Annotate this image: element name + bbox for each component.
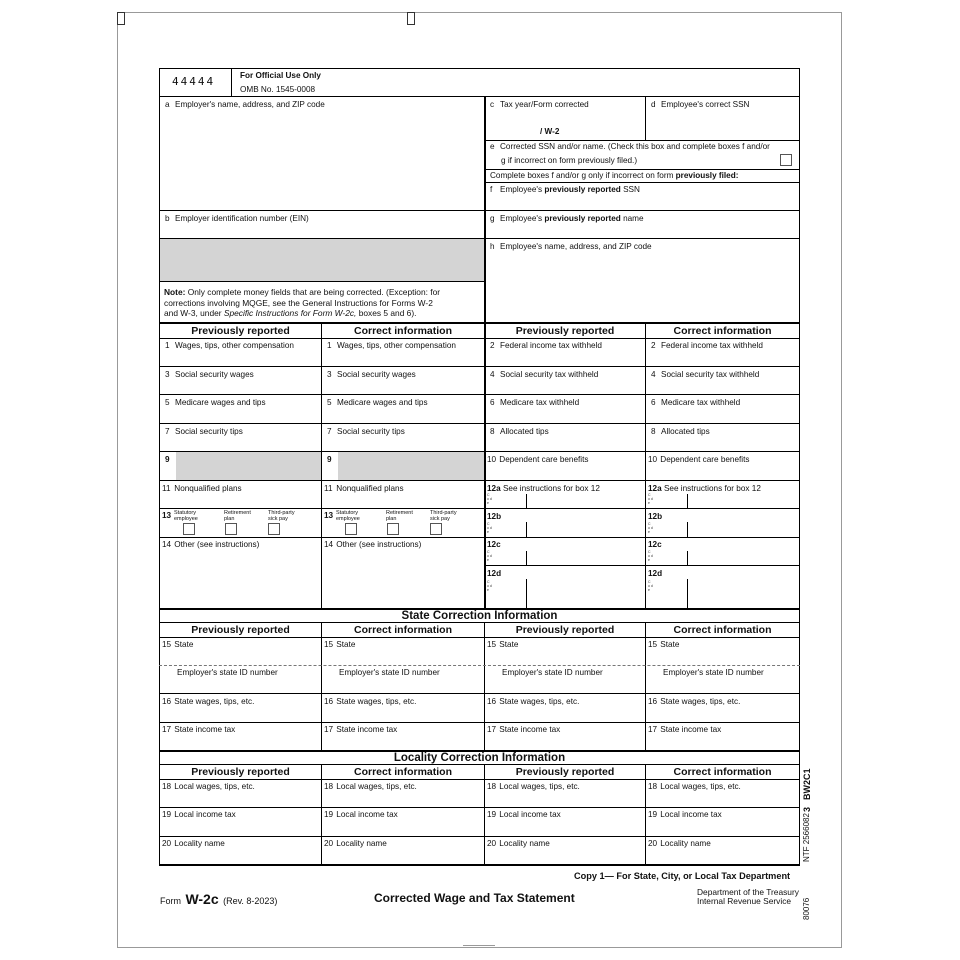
side-catalog-number: 80076 bbox=[802, 897, 811, 920]
box-17-col4: 17 State income tax bbox=[648, 725, 722, 734]
box-9-corr-shade bbox=[338, 452, 484, 480]
box-12d-corr: 12d bbox=[648, 569, 663, 578]
state-col-corr-1: Correct information bbox=[353, 624, 452, 636]
box-19-col3: 19 Local income tax bbox=[487, 810, 561, 819]
box-18-col1: 18 Local wages, tips, etc. bbox=[162, 782, 255, 791]
box-12b-prev: 12b bbox=[487, 512, 502, 521]
box-16-col4: 16 State wages, tips, etc. bbox=[648, 697, 741, 706]
box-17-col2: 17 State income tax bbox=[324, 725, 398, 734]
box-20-col4: 20 Locality name bbox=[648, 839, 711, 848]
form-revision: (Rev. 8-2023) bbox=[223, 896, 278, 906]
box-8-corr: 8 Allocated tips bbox=[651, 427, 710, 436]
state-col-corr-2: Correct information bbox=[673, 624, 772, 636]
complete-boxes-note: Complete boxes f and/or g only if incorrect on form previously filed: bbox=[490, 171, 739, 180]
retirement-plan-checkbox-corr[interactable] bbox=[387, 523, 399, 535]
box-12c-corr: 12c bbox=[648, 540, 662, 549]
box-12a-corr: 12a See instructions for box 12 bbox=[648, 484, 761, 493]
box-h-label: h Employee's name, address, and ZIP code bbox=[490, 242, 652, 251]
state-id-col3: Employer's state ID number bbox=[502, 668, 603, 677]
box-11-corr: 11 Nonqualified plans bbox=[324, 484, 404, 493]
box-9-prev: 9 bbox=[165, 455, 170, 464]
state-id-col2: Employer's state ID number bbox=[339, 668, 440, 677]
local-col-prev-2: Previously reported bbox=[515, 766, 615, 778]
box-17-col3: 17 State income tax bbox=[487, 725, 561, 734]
box-12b-code-label-corr: C o d e bbox=[648, 522, 653, 534]
box-12a-prev: 12a See instructions for box 12 bbox=[487, 484, 600, 493]
statutory-employee-checkbox-corr[interactable] bbox=[345, 523, 357, 535]
box-g-label: g Employee's previously reported name bbox=[490, 214, 644, 223]
box-18-col4: 18 Local wages, tips, etc. bbox=[648, 782, 741, 791]
box-15-col1: 15 State bbox=[162, 640, 194, 649]
note-money-fields: Note: Only complete money fields that are being corrected. (Exception: for corrections involving MQGE, see the General Instructions for Forms W-2 and W-3, under Specific Instructions for Form W-2c, boxes 5 and 6). bbox=[164, 287, 441, 319]
local-col-prev-1: Previously reported bbox=[191, 766, 290, 778]
box-2-prev: 2 Federal income tax withheld bbox=[490, 341, 602, 350]
box-17-col1: 17 State income tax bbox=[162, 725, 236, 734]
form-word: Form bbox=[160, 896, 181, 906]
box-f-label: f Employee's previously reported SSN bbox=[490, 185, 640, 194]
box-12c-code-label-corr: C o d e bbox=[648, 550, 653, 562]
corrected-ssn-checkbox[interactable] bbox=[780, 154, 792, 166]
side-copy-number: 3 bbox=[802, 806, 812, 812]
box-14-prev: 14 Other (see instructions) bbox=[162, 540, 260, 549]
box-6-corr: 6 Medicare tax withheld bbox=[651, 398, 741, 407]
box-12a-code-label-prev: C o d e bbox=[487, 493, 492, 505]
box-13-statutory-label-corr: Statutory employee bbox=[336, 510, 360, 522]
form-name: W-2c bbox=[185, 891, 219, 907]
box-3-prev: 3 Social security wages bbox=[165, 370, 254, 379]
box-7-corr: 7 Social security tips bbox=[327, 427, 405, 436]
box-c-label: c Tax year/Form corrected bbox=[490, 100, 589, 109]
box-14-corr: 14 Other (see instructions) bbox=[324, 540, 422, 549]
control-number: 44444 bbox=[172, 75, 216, 88]
box-20-col2: 20 Locality name bbox=[324, 839, 387, 848]
form-id bbox=[160, 891, 277, 909]
state-col-prev-2: Previously reported bbox=[515, 624, 615, 636]
locality-section-title: Locality Correction Information bbox=[393, 752, 566, 764]
local-col-corr-1: Correct information bbox=[353, 766, 452, 778]
box-12d-code-label-prev: C o d e bbox=[487, 580, 492, 592]
box-e-label-2: g if incorrect on form previously filed.) bbox=[501, 156, 638, 165]
box-12d-code-label-corr: C o d e bbox=[648, 580, 653, 592]
side-form-code: BW2C1 bbox=[802, 768, 812, 800]
box-12a-code-label-corr: C o d e bbox=[648, 493, 653, 505]
local-col-corr-2: Correct information bbox=[673, 766, 772, 778]
box-b-label: b Employer identification number (EIN) bbox=[165, 214, 309, 223]
box-15-col4: 15 State bbox=[648, 640, 680, 649]
box-16-col1: 16 State wages, tips, etc. bbox=[162, 697, 255, 706]
third-party-sick-pay-checkbox-corr[interactable] bbox=[430, 523, 442, 535]
box-16-col2: 16 State wages, tips, etc. bbox=[324, 697, 417, 706]
statutory-employee-checkbox-prev[interactable] bbox=[183, 523, 195, 535]
box-4-prev: 4 Social security tax withheld bbox=[490, 370, 599, 379]
col-header-corr-2: Correct information bbox=[673, 325, 772, 337]
box-13-thirdparty-label-corr: Third-party sick pay bbox=[430, 510, 457, 522]
box-13-prev: 13 bbox=[162, 511, 172, 520]
box-15-col2: 15 State bbox=[324, 640, 356, 649]
box-7-prev: 7 Social security tips bbox=[165, 427, 243, 436]
box-9-corr: 9 bbox=[327, 455, 332, 464]
box-5-prev: 5 Medicare wages and tips bbox=[165, 398, 266, 407]
third-party-sick-pay-checkbox-prev[interactable] bbox=[268, 523, 280, 535]
box-12b-code-label-prev: C o d e bbox=[487, 522, 492, 534]
form-title: Corrected Wage and Tax Statement bbox=[374, 891, 575, 905]
side-ntf-number: NTF 2566082 bbox=[802, 813, 811, 862]
box-12c-prev: 12c bbox=[487, 540, 501, 549]
registration-mark-center bbox=[407, 12, 415, 25]
box-2-corr: 2 Federal income tax withheld bbox=[651, 341, 763, 350]
box-19-col1: 19 Local income tax bbox=[162, 810, 236, 819]
box-13-statutory-label-prev: Statutory employee bbox=[174, 510, 198, 522]
box-12c-code-label-prev: C o d e bbox=[487, 550, 492, 562]
box-10-prev: 10 Dependent care benefits bbox=[487, 455, 589, 464]
retirement-plan-checkbox-prev[interactable] bbox=[225, 523, 237, 535]
box-13-thirdparty-label-prev: Third-party sick pay bbox=[268, 510, 295, 522]
irs-label: Internal Revenue Service bbox=[697, 896, 792, 906]
box-18-col2: 18 Local wages, tips, etc. bbox=[324, 782, 417, 791]
box-1-corr: 1 Wages, tips, other compensation bbox=[327, 341, 456, 350]
box-13-retirement-label-prev: Retirement plan bbox=[224, 510, 251, 522]
box-10-corr: 10 Dependent care benefits bbox=[648, 455, 750, 464]
box-15-col3: 15 State bbox=[487, 640, 519, 649]
box-20-col1: 20 Locality name bbox=[162, 839, 225, 848]
registration-mark-left bbox=[117, 12, 125, 25]
col-header-corr-1: Correct information bbox=[353, 325, 452, 337]
official-use-label: For Official Use Only bbox=[240, 71, 321, 80]
box-c-value: / W-2 bbox=[540, 127, 560, 136]
omb-number: OMB No. 1545-0008 bbox=[240, 85, 316, 94]
box-5-corr: 5 Medicare wages and tips bbox=[327, 398, 428, 407]
box-1-prev: 1 Wages, tips, other compensation bbox=[165, 341, 294, 350]
box-8-prev: 8 Allocated tips bbox=[490, 427, 549, 436]
box-16-col3: 16 State wages, tips, etc. bbox=[487, 697, 580, 706]
box-3-corr: 3 Social security wages bbox=[327, 370, 416, 379]
box-9-prev-shade bbox=[176, 452, 321, 480]
box-e-label: e Corrected SSN and/or name. (Check this box and complete boxes f and/or bbox=[490, 142, 770, 151]
dept-treasury: Department of the Treasury bbox=[697, 887, 799, 897]
col-header-prev-1: Previously reported bbox=[191, 325, 290, 337]
col-header-prev-2: Previously reported bbox=[515, 325, 615, 337]
box-12d-prev: 12d bbox=[487, 569, 502, 578]
box-13-corr: 13 bbox=[324, 511, 334, 520]
box-12b-corr: 12b bbox=[648, 512, 663, 521]
box-13-retirement-label-corr: Retirement plan bbox=[386, 510, 413, 522]
box-a-label: a Employer's name, address, and ZIP code bbox=[165, 100, 325, 109]
box-18-col3: 18 Local wages, tips, etc. bbox=[487, 782, 580, 791]
copy-designation: Copy 1— For State, City, or Local Tax Department bbox=[574, 871, 791, 881]
box-20-col3: 20 Locality name bbox=[487, 839, 550, 848]
shaded-area-left bbox=[160, 239, 484, 281]
box-11-prev: 11 Nonqualified plans bbox=[162, 484, 242, 493]
box-6-prev: 6 Medicare tax withheld bbox=[490, 398, 580, 407]
box-d-label: d Employee's correct SSN bbox=[651, 100, 750, 109]
box-19-col4: 19 Local income tax bbox=[648, 810, 722, 819]
state-section-title: State Correction Information bbox=[401, 610, 558, 622]
state-id-col4: Employer's state ID number bbox=[663, 668, 764, 677]
box-19-col2: 19 Local income tax bbox=[324, 810, 398, 819]
state-col-prev-1: Previously reported bbox=[191, 624, 290, 636]
bottom-tab bbox=[463, 945, 495, 948]
box-4-corr: 4 Social security tax withheld bbox=[651, 370, 760, 379]
state-id-col1: Employer's state ID number bbox=[177, 668, 278, 677]
